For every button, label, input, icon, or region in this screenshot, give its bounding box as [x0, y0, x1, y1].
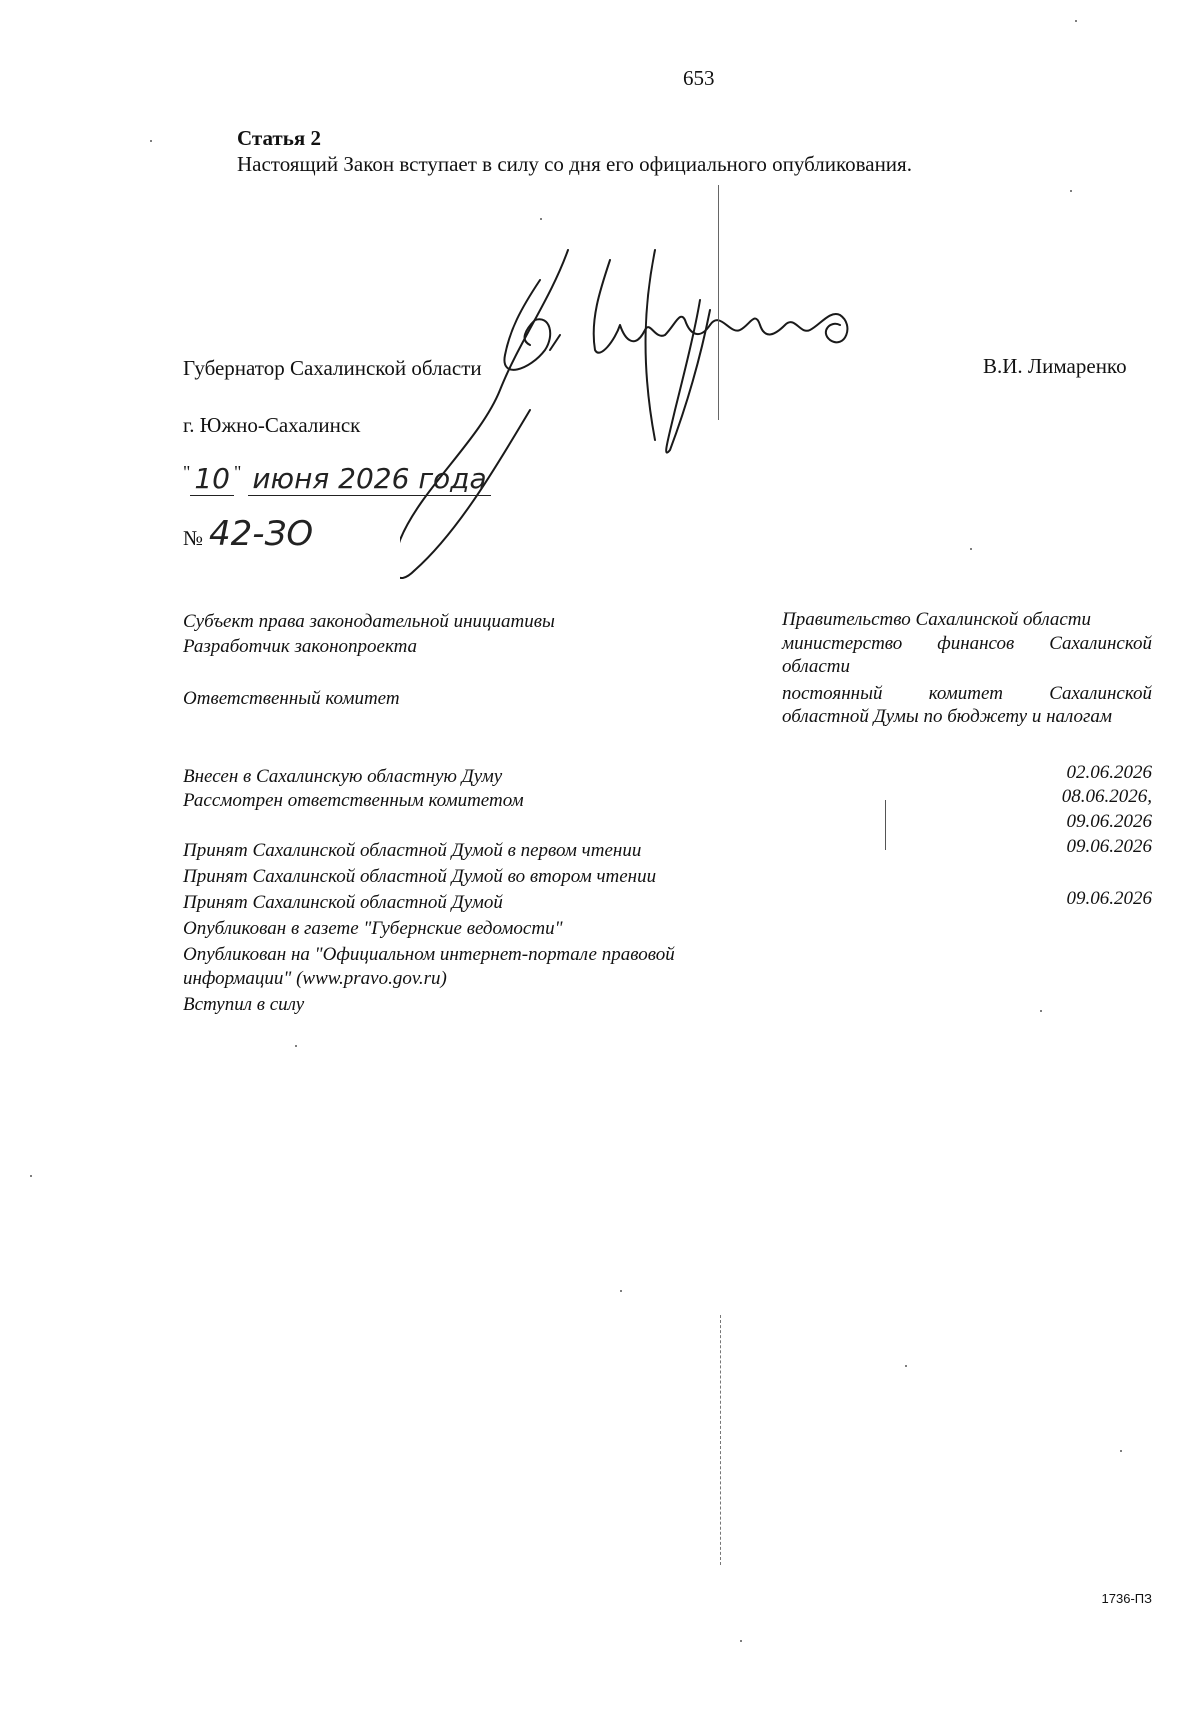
scan-speck — [150, 140, 152, 142]
article-title: Статья 2 — [237, 126, 321, 150]
signature-image — [400, 240, 960, 620]
second-reading-label: Принят Сахалинской областной Думой во втором чтении — [183, 866, 657, 887]
date-quote-close: " — [234, 462, 242, 482]
scan-speck — [1075, 20, 1077, 22]
scan-speck — [740, 1640, 742, 1642]
published-newspaper-label: Опубликован в газете "Губернские ведомости" — [183, 918, 563, 939]
developer-label: Разработчик законопроекта — [183, 636, 418, 657]
adopted-date: 09.06.2026 — [1066, 888, 1152, 909]
scan-speck — [1120, 1450, 1122, 1452]
number-prefix: № — [183, 526, 204, 550]
scan-speck — [540, 218, 542, 220]
subject-value: Правительство Сахалинской области — [782, 609, 1092, 630]
article-text: Настоящий Закон вступает в силу со дня его официального опубликования. — [237, 152, 912, 176]
date-month-year: июня 2026 года — [248, 462, 490, 496]
scan-speck — [1070, 190, 1072, 192]
scan-fold-line — [720, 1315, 722, 1565]
committee-value: постоянный комитет Сахалинской областной Думы по бюджету и налогам — [782, 683, 1152, 727]
reviewed-date-1: 08.06.2026, — [1061, 786, 1152, 807]
developer-value: министерство финансов Сахалинской области — [782, 633, 1152, 677]
date-day: 10 — [190, 462, 234, 496]
reviewed-date-2: 09.06.2026 — [1066, 811, 1152, 832]
subject-label: Субъект права законодательной инициативы — [183, 611, 555, 632]
law-date — [183, 462, 491, 496]
footer-code: 1736-ПЗ — [1101, 1591, 1152, 1606]
city: г. Южно-Сахалинск — [183, 413, 361, 437]
governor-label: Губернатор Сахалинской области — [183, 356, 482, 380]
date-quote-open: " — [183, 462, 191, 482]
submitted-label: Внесен в Сахалинскую областную Думу — [183, 766, 503, 787]
scan-speck — [970, 548, 972, 550]
published-portal-label-2: информации" (www.pravo.gov.ru) — [183, 968, 447, 989]
governor-name: В.И. Лимаренко — [983, 354, 1127, 378]
scan-speck — [30, 1175, 32, 1177]
first-reading-label: Принят Сахалинской областной Думой в первом чтении — [183, 840, 642, 861]
submitted-date: 02.06.2026 — [1066, 762, 1152, 783]
adopted-label: Принят Сахалинской областной Думой — [183, 892, 503, 913]
scan-speck — [1040, 1010, 1042, 1012]
reviewed-label: Рассмотрен ответственным комитетом — [183, 790, 524, 811]
scan-fold-line — [718, 185, 719, 420]
law-number — [183, 514, 313, 554]
number-value: 42-ЗО — [209, 514, 314, 554]
first-reading-date: 09.06.2026 — [1066, 836, 1152, 857]
page-number: 653 — [683, 66, 715, 90]
scan-speck — [905, 1365, 907, 1367]
committee-label: Ответственный комитет — [183, 688, 400, 709]
scan-mark — [885, 800, 886, 850]
scan-speck — [295, 1045, 297, 1047]
in-force-label: Вступил в силу — [183, 994, 305, 1015]
published-portal-label-1: Опубликован на "Официальном интернет-портале правовой — [183, 944, 675, 965]
scan-speck — [620, 1290, 622, 1292]
